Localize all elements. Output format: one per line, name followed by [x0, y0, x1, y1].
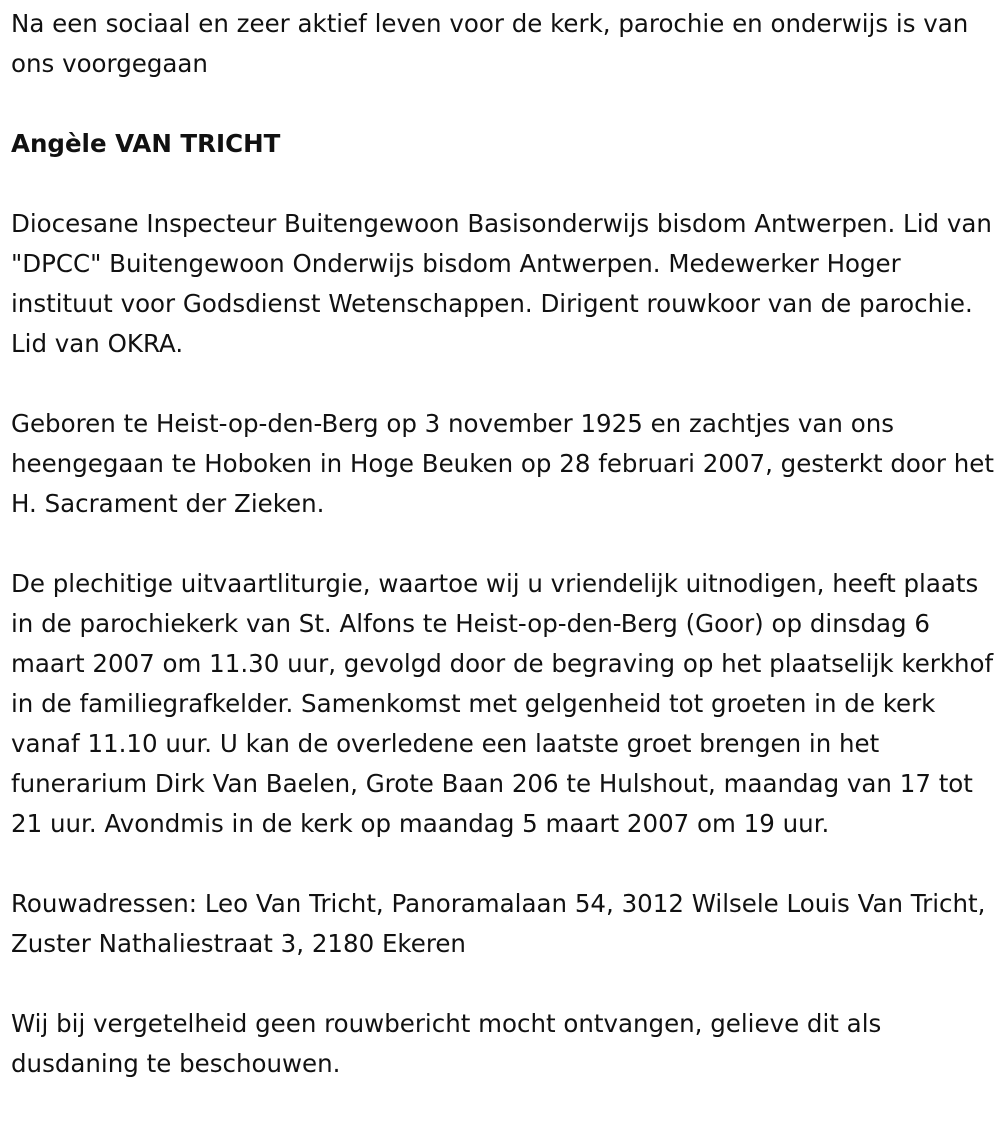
- closing-paragraph: Wij bij vergetelheid geen rouwbericht mocht ontvangen, gelieve dit als dusdaning te beschouwen.: [11, 1009, 882, 1078]
- roles-paragraph: Diocesane Inspecteur Buitengewoon Basisonderwijs bisdom Antwerpen. Lid van "DPCC" Buitengewoon Onderwijs bisdom Antwerpen. Medewerker Hoger instituut voor Godsdienst Wetenschappen. Dirigent rouwkoor van de parochie. Lid van OKRA.: [11, 209, 992, 358]
- obituary-notice: [11, 4, 996, 1084]
- funeral-paragraph: De plechitige uitvaartliturgie, waartoe wij u vriendelijk uitnodigen, heeft plaats in de parochiekerk van St. Alfons te Heist-op-den-Berg (Goor) op dinsdag 6 maart 2007 om 11.30 uur, gevolgd door de begraving op het plaatselijk kerkhof in de familiegrafkelder. Samenkomst met gelgenheid tot groeten in de kerk vanaf 11.10 uur. U kan de overledene een laatste groet brengen in het funerarium Dirk Van Baelen, Grote Baan 206 te Hulshout, maandag van 17 tot 21 uur. Avondmis in de kerk op maandag 5 maart 2007 om 19 uur.: [11, 569, 994, 838]
- deceased-name: Angèle VAN TRICHT: [11, 129, 281, 158]
- addresses-paragraph: Rouwadressen: Leo Van Tricht, Panoramalaan 54, 3012 Wilsele Louis Van Tricht, Zuster Nathaliestraat 3, 2180 Ekeren: [11, 889, 986, 958]
- birth-death-paragraph: Geboren te Heist-op-den-Berg op 3 november 1925 en zachtjes van ons heengegaan te Hoboken in Hoge Beuken op 28 februari 2007, gesterkt door het H. Sacrament der Zieken.: [11, 409, 994, 518]
- intro-text: Na een sociaal en zeer aktief leven voor de kerk, parochie en onderwijs is van ons voorgegaan: [11, 9, 969, 78]
